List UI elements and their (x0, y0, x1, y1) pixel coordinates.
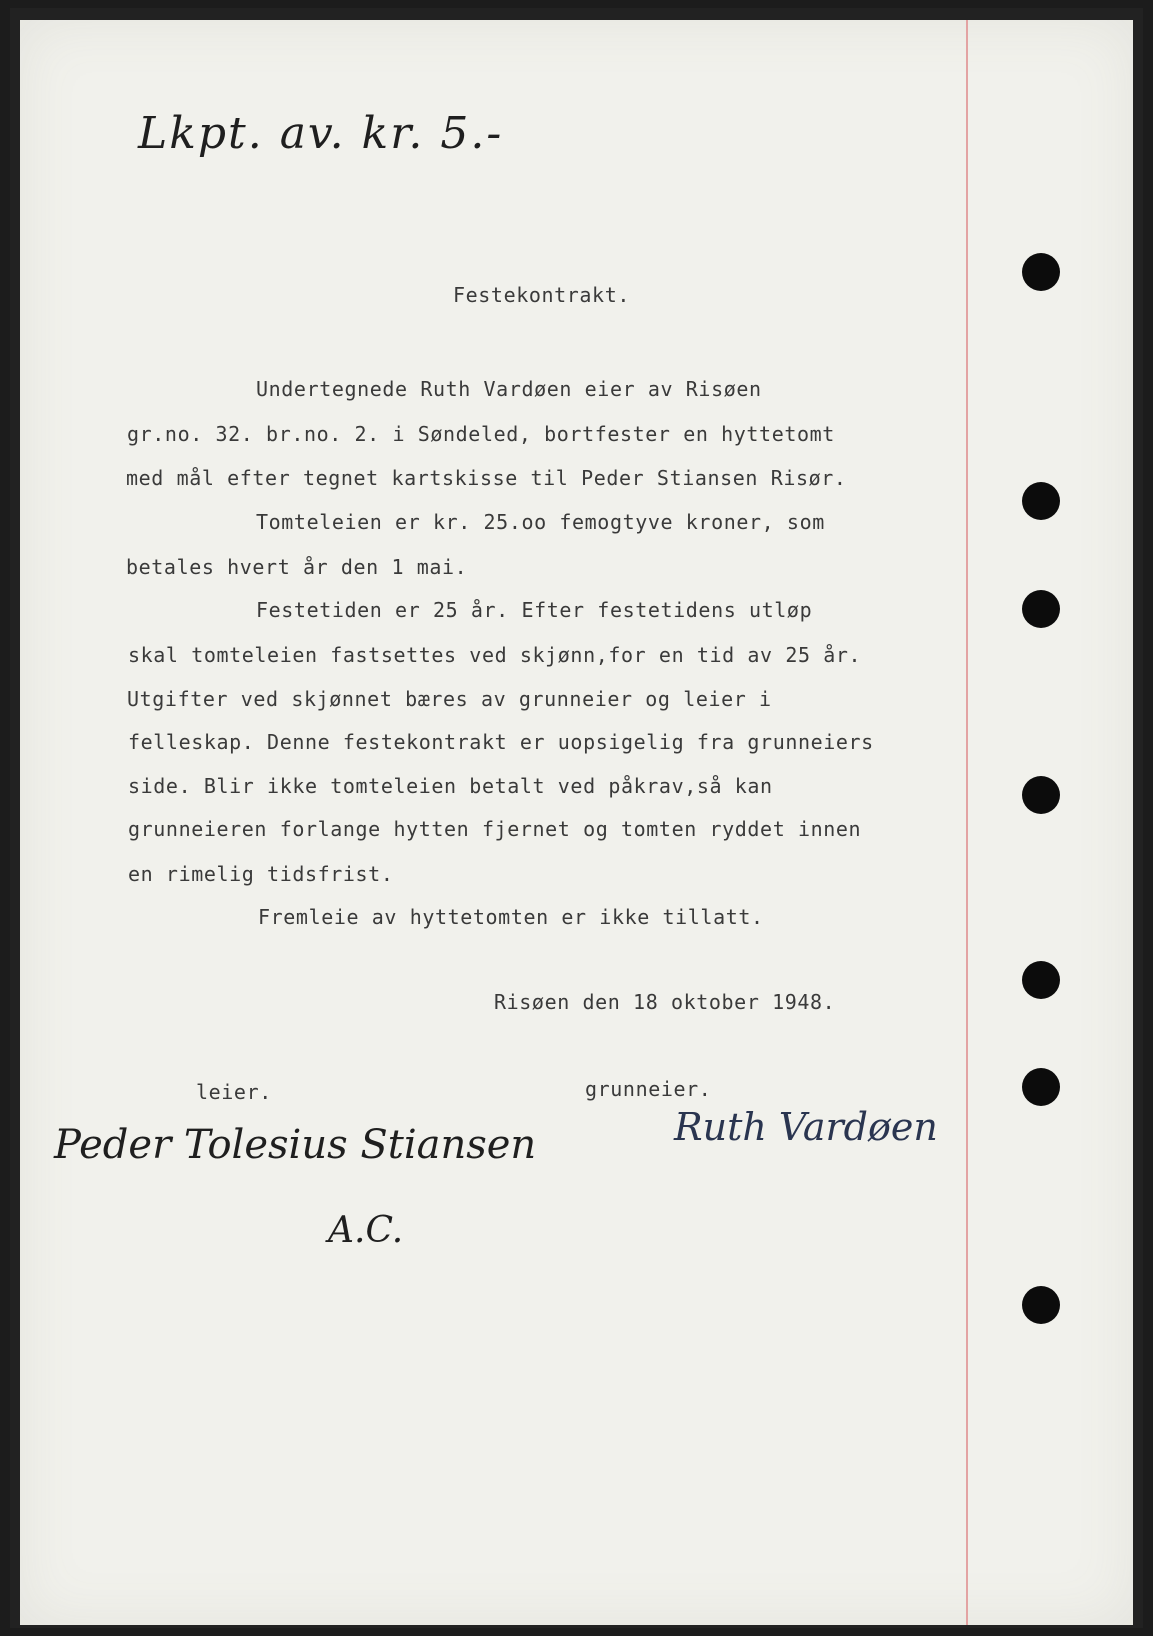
body-line: en rimelig tidsfrist. (128, 862, 394, 886)
initials-tenant: A.C. (328, 1210, 404, 1251)
margin-rule (966, 20, 968, 1625)
signature-owner: Ruth Vardøen (674, 1105, 938, 1149)
body-line: Utgifter ved skjønnet bæres av grunneier og leier i (127, 687, 772, 711)
label-owner: grunneier. (585, 1077, 712, 1101)
body-line: skal tomteleien fastsettes ved skjønn,for en tid av 25 år. (128, 643, 862, 667)
body-line: grunneieren forlange hytten fjernet og tomten ryddet innen (128, 817, 862, 841)
punch-hole (1022, 1068, 1060, 1106)
body-line: felleskap. Denne festekontrakt er uopsigelig fra grunneiers (128, 730, 874, 754)
signature-tenant: Peder Tolesius Stiansen (54, 1122, 537, 1168)
body-line: Undertegnede Ruth Vardøen eier av Risøen (256, 377, 762, 401)
punch-hole (1022, 482, 1060, 520)
handwritten-note: Lkpt. av. kr. 5.- (138, 108, 504, 159)
document-title: Festekontrakt. (453, 283, 630, 307)
body-line: Tomteleien er kr. 25.oo femogtyve kroner, som (256, 510, 825, 534)
punch-hole (1022, 253, 1060, 291)
body-line: Fremleie av hyttetomten er ikke tillatt. (258, 905, 764, 929)
punch-hole (1022, 590, 1060, 628)
body-line: med mål efter tegnet kartskisse til Peder Stiansen Risør. (126, 466, 847, 490)
body-line: betales hvert år den 1 mai. (126, 555, 468, 579)
label-tenant: leier. (196, 1080, 272, 1104)
body-line: Festetiden er 25 år. Efter festetidens utløp (256, 598, 813, 622)
punch-hole (1022, 776, 1060, 814)
body-line: side. Blir ikke tomteleien betalt ved påkrav,så kan (128, 774, 773, 798)
punch-hole (1022, 961, 1060, 999)
body-line: gr.no. 32. br.no. 2. i Søndeled, bortfester en hyttetomt (127, 422, 835, 446)
document-page (20, 20, 1133, 1625)
place-date: Risøen den 18 oktober 1948. (494, 990, 836, 1014)
punch-hole (1022, 1286, 1060, 1324)
